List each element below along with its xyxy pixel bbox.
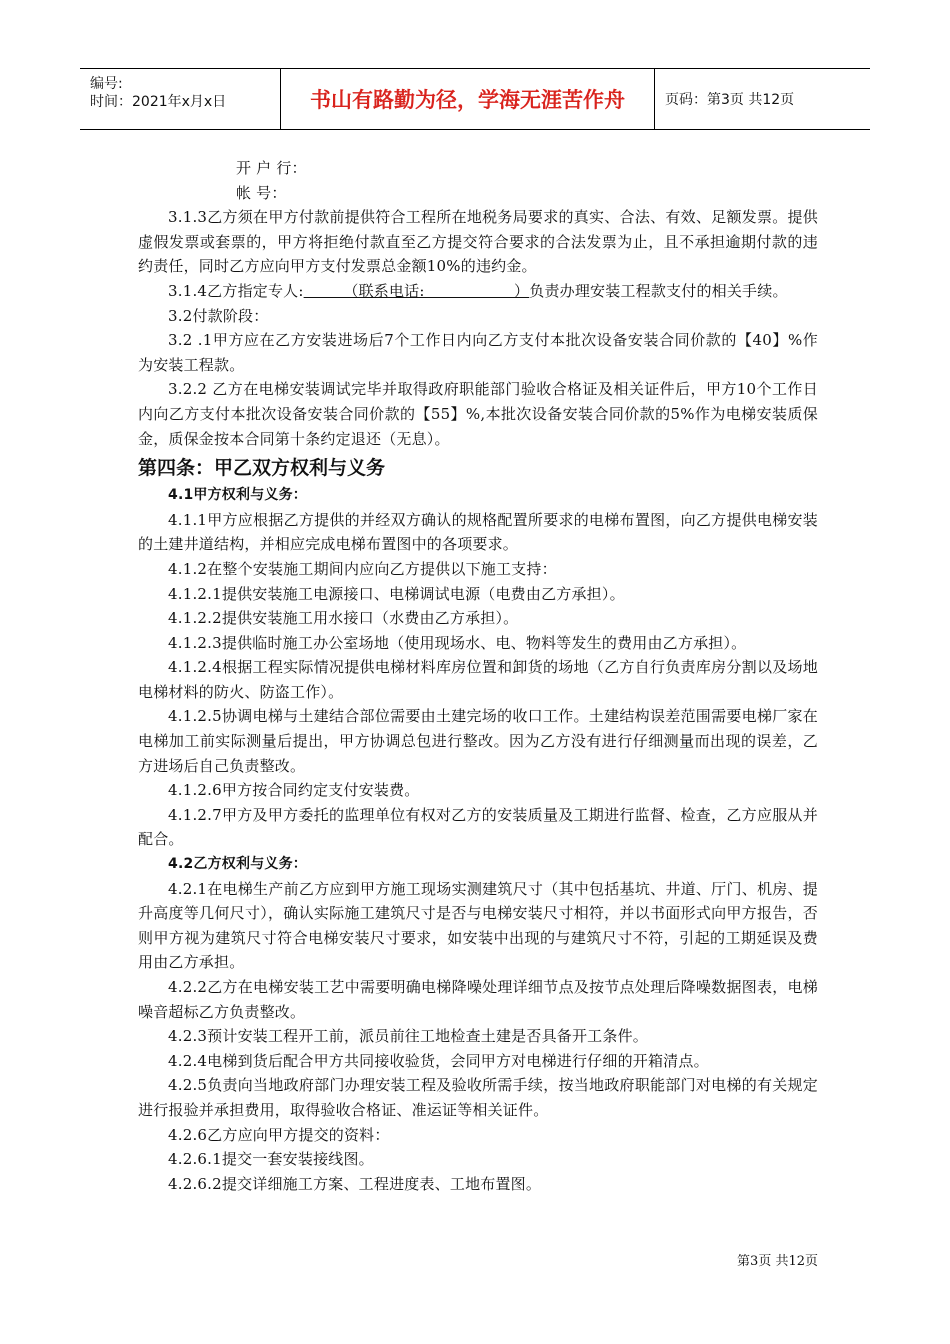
page-footer: 第3页 共12页 <box>737 1254 818 1269</box>
clause-4-1-2-6: 4.1.2.6甲方按合同约定支付安装费。 <box>168 781 420 800</box>
clause-4-2-3: 4.2.3预计安装工程开工前，派员前往工地检查土建是否具备开工条件。 <box>168 1027 648 1046</box>
clause-4-1-2-7: 4.1.2.7甲方及甲方委托的监理单位有权对乙方的安装质量及工期进行监督、检查，乙方应服从并配合。 <box>138 805 818 849</box>
clause-4-1-2-2: 4.1.2.2提供安装施工用水接口（水费由乙方承担）。 <box>168 609 519 628</box>
clause-3-2-1: 3.2 .1甲方应在乙方安装进场后7个工作日内向乙方支付本批次设备安装合同价款的【40】%作为安装工程款。 <box>138 331 818 374</box>
document-body <box>138 156 818 1196</box>
clause-4-2-5: 4.2.5负责向当地政府部门办理安装工程及验收所需手续，按当地政府职能部门对电梯的有关规定进行报验并承担费用，取得验收合格证、准运证等相关证件。 <box>138 1076 818 1119</box>
document-number-label: 编号: <box>90 76 123 92</box>
clause-4-1-2-1: 4.1.2.1提供安装施工电源接口、电梯调试电源（电费由乙方承担）。 <box>168 584 625 603</box>
header-motto: 书山有路勤为径，学海无涯苦作舟 <box>281 69 655 129</box>
clause-4-1-2-3: 4.1.2.3提供临时施工办公室场地（使用现场水、电、物料等发生的费用由乙方承担）。 <box>168 633 747 652</box>
clause-4-1-2-5: 4.1.2.5协调电梯与土建结合部位需要由土建完场的收口工作。土建结构误差范围需要电梯厂家在电梯加工前实际测量后提出，甲方协调总包进行整改。因为乙方没有进行仔细测量而出现的误差，乙方进场后自己负责整改。 <box>138 707 818 775</box>
clause-4-2-6-1: 4.2.6.1提交一套安装接线图。 <box>168 1150 374 1169</box>
article-4-heading: 第四条：甲乙双方权利与义务 <box>138 457 386 480</box>
contact-blank: （联系电话: ） <box>303 281 530 300</box>
clause-4-2-6: 4.2.6乙方应向甲方提交的资料： <box>168 1125 390 1144</box>
clause-4-2-6-2: 4.2.6.2提交详细施工方案、工程进度表、工地布置图。 <box>168 1174 542 1193</box>
bank-line: 开 户 行： <box>236 159 307 177</box>
clause-3-1-3: 3.1.3乙方须在甲方付款前提供符合工程所在地税务局要求的真实、合法、有效、足额发票。提供虚假发票或套票的，甲方将拒绝付款直至乙方提交符合要求的合法发票为止，且不承担逾期付款的违约责任，同时乙方应向甲方支付发票总金额10%的违约金。 <box>138 208 818 276</box>
clause-4-1-2-4: 4.1.2.4根据工程实际情况提供电梯材料库房位置和卸货的场地（乙方自行负责库房分割以及场地电梯材料的防火、防盗工作）。 <box>138 658 818 701</box>
clause-3-1-4-lead: 3.1.4乙方指定专人: <box>168 281 304 300</box>
clause-3-1-4-tail: 负责办理安装工程款支付的相关手续。 <box>529 281 788 300</box>
clause-4-2-4: 4.2.4电梯到货后配合甲方共同接收验货，会同甲方对电梯进行仔细的开箱清点。 <box>168 1051 709 1070</box>
clause-3-2: 3.2付款阶段： <box>168 306 269 325</box>
header-page-number: 页码：第3页 共12页 <box>665 92 795 108</box>
account-line: 帐 号： <box>236 183 287 202</box>
clause-4-1-1: 4.1.1甲方应根据乙方提供的并经双方确认的规格配置所要求的电梯布置图，向乙方提供电梯安装的土建井道结构，并相应完成电梯布置图中的各项要求。 <box>138 510 818 554</box>
header-meta <box>80 69 281 129</box>
clause-4-1-2: 4.1.2在整个安装施工期间内应向乙方提供以下施工支持： <box>168 559 557 578</box>
clause-3-2-2: 3.2.2 乙方在电梯安装调试完毕并取得政府职能部门验收合格证及相关证件后，甲方10个工作日内向乙方支付本批次设备安装合同价款的【55】%,本批次设备安装合同价款的5%作为电梯安装质保金，质保金按本合同第十条约定退还（无息）。 <box>138 380 818 448</box>
document-date: 时间：2021年x月x日 <box>90 94 227 110</box>
clause-4-2-2: 4.2.2乙方在电梯安装工艺中需要明确电梯降噪处理详细节点及按节点处理后降噪数据图表，电梯噪音超标乙方负责整改。 <box>138 978 818 1021</box>
section-4-1-heading: 4.1甲方权利与义务： <box>168 487 308 504</box>
page-header <box>80 68 870 130</box>
clause-3-1-4 <box>138 279 818 304</box>
section-4-2-heading: 4.2乙方权利与义务： <box>168 856 308 873</box>
clause-4-2-1: 4.2.1在电梯生产前乙方应到甲方施工现场实测建筑尺寸（其中包括基坑、井道、厅门、机房、提升高度等几何尺寸），确认实际施工建筑尺寸是否与电梯安装尺寸相符，并以书面形式向甲方报告，否则甲方视为建筑尺寸符合电梯安装尺寸要求，如安装中出现的与建筑尺寸不符，引起的工期延误及费用由乙方承担。 <box>138 879 818 972</box>
